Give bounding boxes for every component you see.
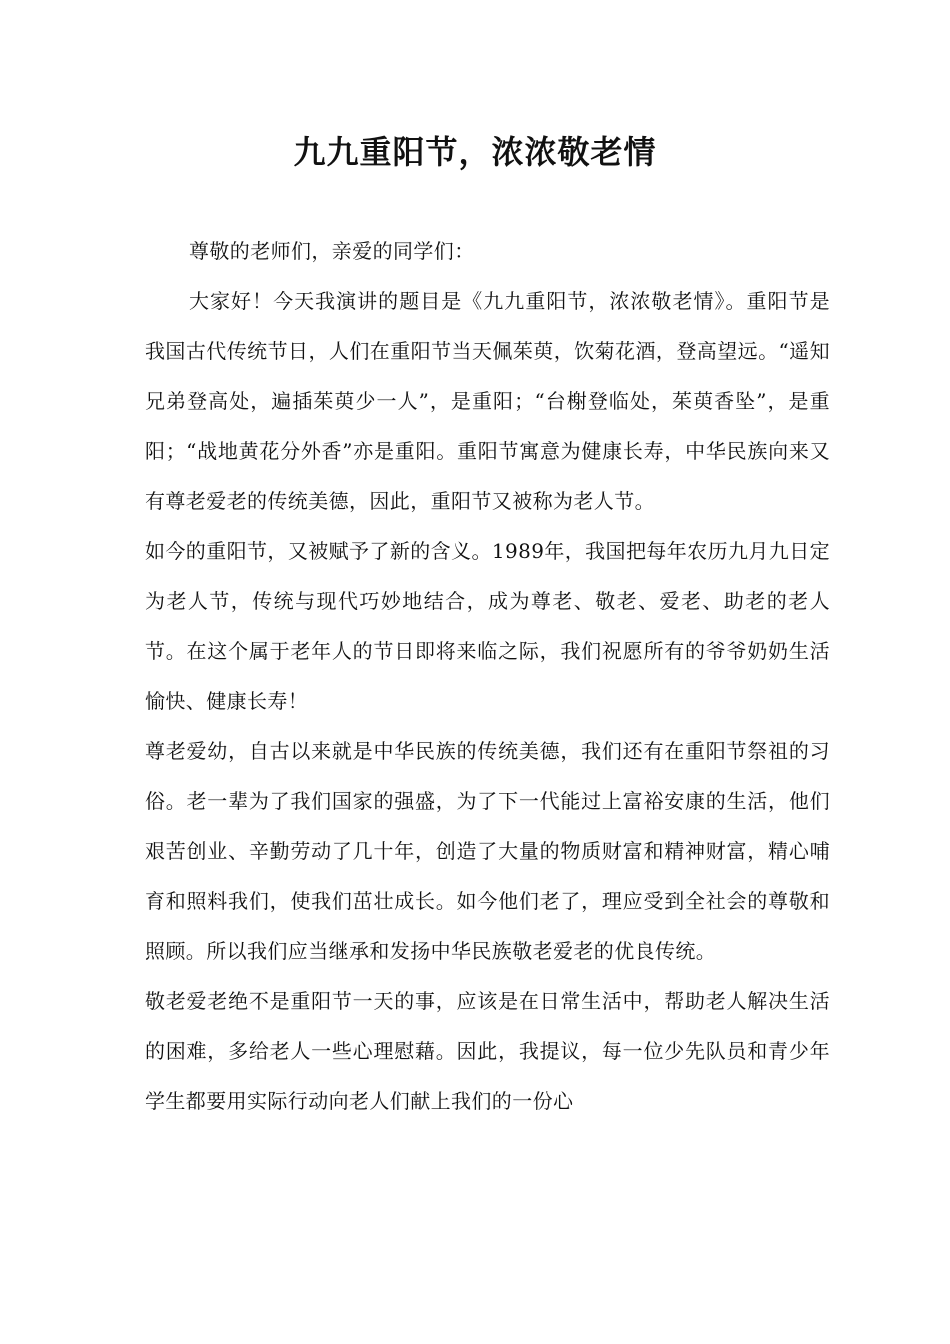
paragraph-intro: 大家好！今天我演讲的题目是《九九重阳节，浓浓敬老情》。重阳节是我国古代传统节日，人们在重阳节当天佩茱萸，饮菊花酒，登高望远。“遥知兄弟登高处，遍插茱萸少一人”，是重阳；“台榭登临处，茱萸香坠”，是重阳；“战地黄花分外香”亦是重阳。重阳节寓意为健康长寿，中华民族向来又有尊老爱老的传统美德，因此，重阳节又被称为老人节。 (145, 289, 830, 513)
document-body (145, 226, 830, 1126)
paragraph-proposal: 敬老爱老绝不是重阳节一天的事，应该是在日常生活中，帮助老人解决生活的困难，多给老人一些心理慰藉。因此，我提议，每一位少先队员和青少年学生都要用实际行动向老人们献上我们的一份心 (145, 989, 830, 1113)
paragraph-new-meaning: 如今的重阳节，又被赋予了新的含义。1989年，我国把每年农历九月九日定为老人节，传统与现代巧妙地结合，成为尊老、敬老、爱老、助老的老人节。在这个属于老年人的节日即将来临之际，我们祝愿所有的爷爷奶奶生活愉快、健康长寿！ (145, 539, 830, 713)
paragraph-greeting: 尊敬的老师们，亲爱的同学们： (189, 239, 475, 263)
paragraph-tradition: 尊老爱幼，自古以来就是中华民族的传统美德，我们还有在重阳节祭祖的习俗。老一辈为了我们国家的强盛，为了下一代能过上富裕安康的生活，他们艰苦创业、辛勤劳动了几十年，创造了大量的物质财富和精神财富，精心哺育和照料我们，使我们茁壮成长。如今他们老了，理应受到全社会的尊敬和照顾。所以我们应当继承和发扬中华民族敬老爱老的优良传统。 (145, 739, 830, 963)
document-title: 九九重阳节，浓浓敬老情 (293, 133, 657, 171)
